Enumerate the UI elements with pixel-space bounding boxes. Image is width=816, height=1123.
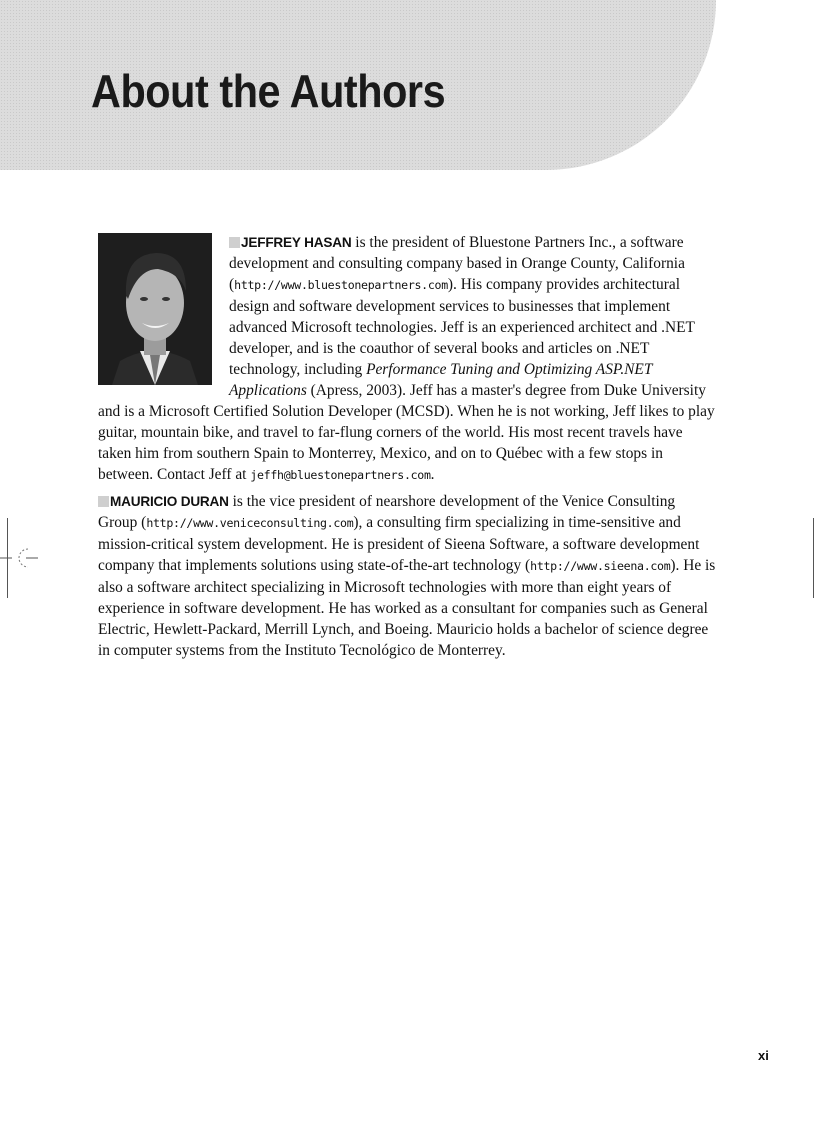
book-title: Performance Tuning and Optimizing ASP.NET Applications [229, 361, 653, 399]
photo-spacer [98, 232, 229, 400]
section-marker [98, 496, 109, 507]
bio-text: is the vice president of nearshore development of the Venice Consulting Group ( [98, 493, 676, 531]
author-bio-mauricio-duran [98, 491, 718, 661]
author-name: MAURICIO DURAN [110, 494, 229, 509]
author-email: jeffh@bluestonepartners.com [250, 468, 431, 482]
registration-mark-icon [0, 546, 40, 570]
bio-text: is the president of Bluestone Partners Inc., a software development and consulting company based in Orange County, California ( [229, 234, 685, 293]
bio-text: . [430, 466, 435, 483]
bio-text: ), a consulting firm specializing in time-sensitive and mission-critical system development. He is president of Sieena Software, a software development company that implements solutions using state-of-the-art technology ( [98, 514, 700, 574]
author-bio-jeffrey-hasan [98, 232, 718, 486]
bio-text: ). He is also a software architect specializing in Microsoft technologies with more than eight years of experience in software development. He has worked as a consultant for companies such as General Electric, Hewlett-Packard, Merrill Lynch, and Boeing. Mauricio holds a bachelor of science degree in computer systems from the Instituto Tecnológico de Monterrey. [98, 557, 716, 659]
bio-text: ). His company provides architectural design and software development services to businesses that implement advanced Microsoft technologies. Jeff is an experienced architect and .NET developer, and is the coauthor of several books and articles on .NET technology, including [229, 276, 695, 378]
company-url: http://www.sieena.com [530, 559, 671, 573]
page-number: xi [758, 1048, 769, 1063]
bio-text: (Apress, 2003). Jeff has a master's degree from Duke University and is a Microsoft Certified Solution Developer (MCSD). When he is not working, Jeff likes to play guitar, mountain bike, and travel to far-flung corners of the world. His most recent travels have taken him from southern Spain to Monterrey, Mexico, and on to Québec with a few stops in between. Contact Jeff at [98, 382, 715, 483]
company-url: http://www.bluestonepartners.com [234, 278, 448, 292]
margin-line-right [813, 518, 814, 598]
author-name: JEFFREY HASAN [241, 235, 352, 250]
page-title: About the Authors [91, 65, 446, 117]
company-url: http://www.veniceconsulting.com [146, 516, 354, 530]
section-marker [229, 237, 240, 248]
